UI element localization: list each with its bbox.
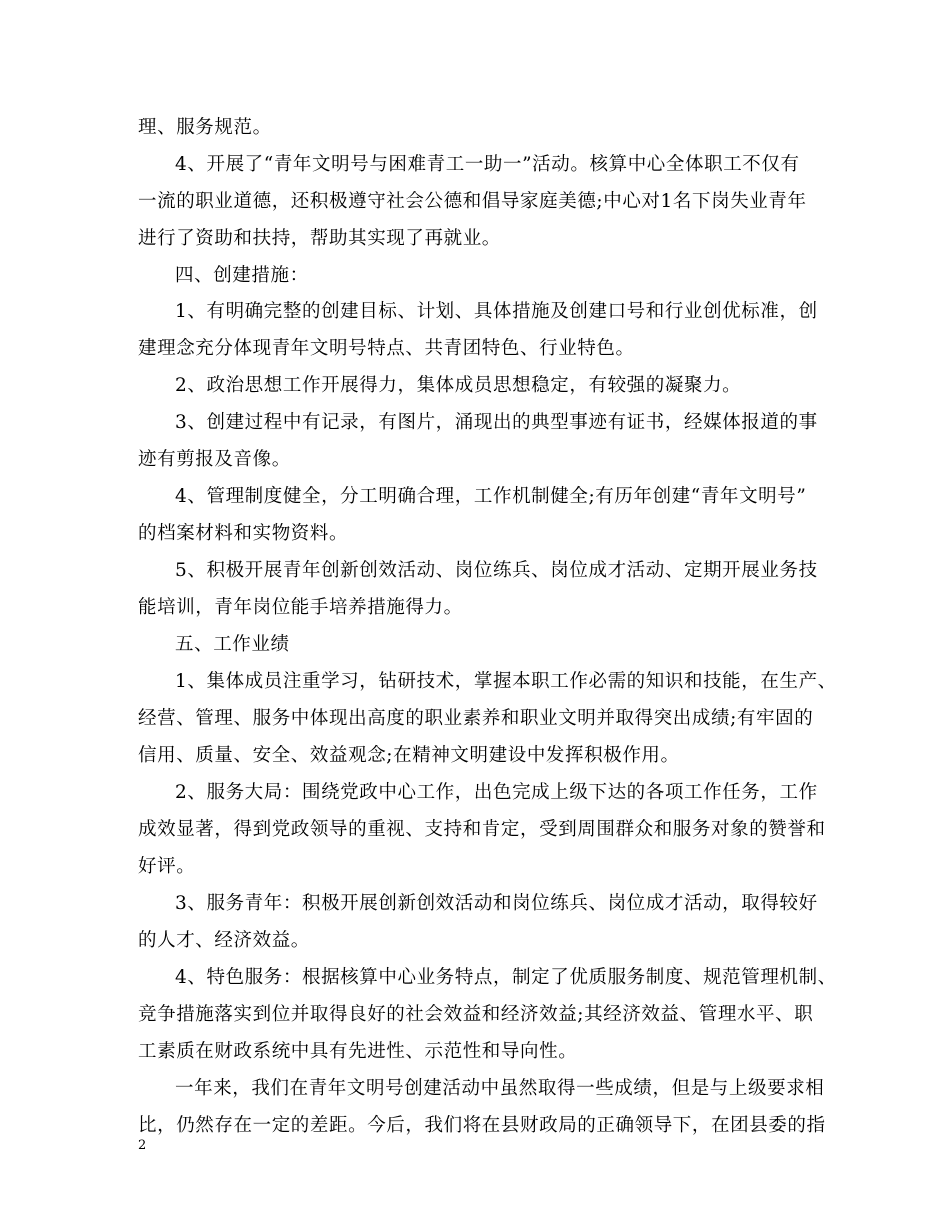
text-line: 成效显著，得到党政领导的重视、支持和肯定，受到周围群众和服务对象的赞誉和 [138, 819, 826, 840]
text-line: 比，仍然存在一定的差距。今后，我们将在县财政局的正确领导下，在团县委的指 [138, 1115, 826, 1136]
paragraph-conclusion: 一年来，我们在青年文明号创建活动中虽然取得一些成绩，但是与上级要求相 [175, 1078, 825, 1099]
paragraph-item-4-special: 4、特色服务：根据核算中心业务特点，制定了优质服务制度、规范管理机制、 [175, 967, 837, 988]
paragraph-item-1-learning: 1、集体成员注重学习，钻研技术，掌握本职工作必需的知识和技能，在生产、 [175, 671, 837, 692]
page-number: 2 [138, 1138, 147, 1153]
paragraph-item-2-overall: 2、服务大局：围绕党政中心工作，出色完成上级下达的各项工作任务，工作 [175, 782, 818, 803]
section-heading-measures: 四、创建措施： [175, 265, 309, 286]
text-line: 迹有剪报及音像。 [138, 449, 291, 470]
text-line: 建理念充分体现青年文明号特点、共青团特色、行业特色。 [138, 338, 635, 359]
paragraph-item-4-management: 4、管理制度健全，分工明确合理，工作机制健全;有历年创建“青年文明号” [175, 486, 807, 507]
paragraph-item-2-politics: 2、政治思想工作开展得力，集体成员思想稳定，有较强的凝聚力。 [175, 375, 742, 396]
text-line: 能培训，青年岗位能手培养措施得力。 [138, 597, 463, 618]
text-line: 信用、质量、安全、效益观念;在精神文明建设中发挥积极作用。 [138, 745, 680, 766]
text-line: 好评。 [138, 856, 196, 877]
paragraph-item-5-innovation: 5、积极开展青年创新创效活动、岗位练兵、岗位成才活动、定期开展业务技 [175, 560, 818, 581]
paragraph-item-3-youth: 3、服务青年：积极开展创新创效活动和岗位练兵、岗位成才活动，取得较好 [175, 893, 818, 914]
paragraph-item-4-activity: 4、开展了“青年文明号与困难青工一助一”活动。核算中心全体职工不仅有 [175, 154, 800, 175]
paragraph-item-3-records: 3、创建过程中有记录，有图片，涌现出的典型事迹有证书，经媒体报道的事 [175, 412, 818, 433]
text-line: 竞争措施落实到位并取得良好的社会效益和经济效益;其经济效益、管理水平、职 [138, 1004, 814, 1025]
text-line: 一流的职业道德，还积极遵守社会公德和倡导家庭美德;中心对1名下岗失业青年 [138, 191, 807, 212]
paragraph-item-1-goals: 1、有明确完整的创建目标、计划、具体措施及创建口号和行业创优标准，创 [175, 301, 818, 322]
text-line: 进行了资助和扶持，帮助其实现了再就业。 [138, 228, 501, 249]
text-line: 理、服务规范。 [138, 117, 272, 138]
section-heading-performance: 五、工作业绩 [175, 634, 290, 655]
text-line: 经营、管理、服务中体现出高度的职业素养和职业文明并取得突出成绩;有牢固的 [138, 708, 814, 729]
text-line: 工素质在财政系统中具有先进性、示范性和导向性。 [138, 1041, 578, 1062]
text-line: 的人才、经济效益。 [138, 930, 310, 951]
text-line: 的档案材料和实物资料。 [138, 523, 349, 544]
